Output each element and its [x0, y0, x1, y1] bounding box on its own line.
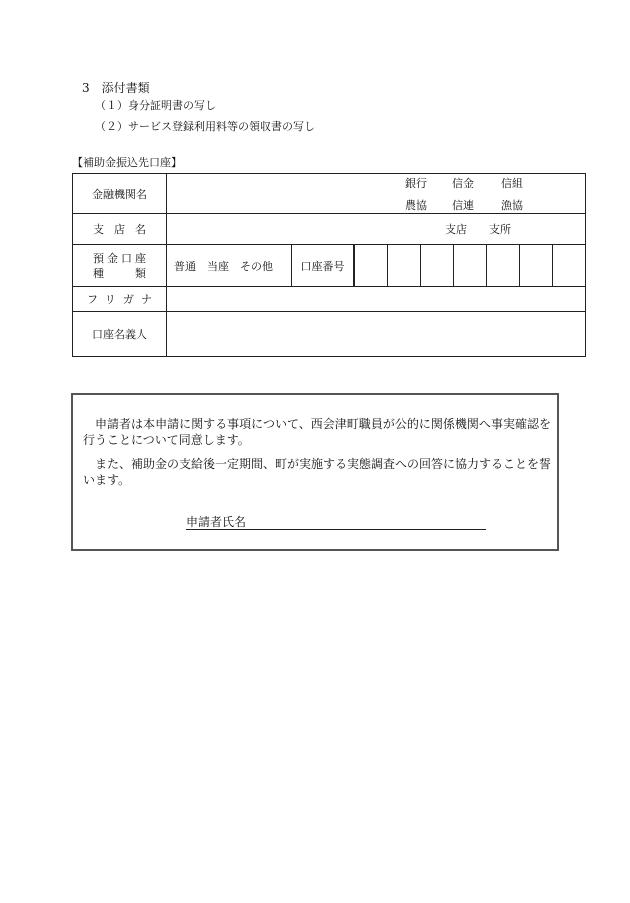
institution-row — [73, 174, 586, 214]
option-bank[interactable]: 銀行 — [405, 176, 428, 190]
option-gyokyo[interactable]: 漁協 — [501, 198, 524, 212]
digit-box[interactable] — [486, 245, 519, 286]
digit-box[interactable] — [453, 245, 486, 286]
furigana-label: フリガナ — [87, 293, 152, 306]
digit-box[interactable] — [420, 245, 453, 286]
institution-label: 金融機関名 — [73, 174, 167, 214]
holder-field[interactable] — [167, 312, 586, 357]
attachments-heading: 3 添付書類 — [82, 81, 150, 95]
signature-label: 申請者氏名 — [186, 515, 247, 529]
option-shinkumi[interactable]: 信組 — [501, 176, 524, 190]
institution-type-options — [167, 175, 585, 213]
branch-label: 支店名 — [93, 223, 146, 236]
consent-paragraph-2: また、補助金の支給後一定期間、町が実施する実態調査への回答に協力することを誓います。 — [83, 457, 552, 487]
signature-field[interactable] — [246, 515, 486, 530]
account-type-label-1: 預金口座 — [93, 251, 146, 265]
bank-account-table — [72, 173, 586, 357]
branch-field[interactable] — [167, 214, 586, 245]
branch-type-options — [167, 221, 585, 237]
digit-box[interactable] — [354, 245, 387, 286]
account-number-field[interactable] — [354, 245, 586, 287]
account-type-label-2: 種類 — [93, 266, 146, 280]
holder-row — [73, 312, 586, 357]
institution-field[interactable] — [167, 174, 586, 214]
account-number-digit-boxes — [354, 245, 585, 286]
option-sub-branch[interactable]: 支所 — [489, 223, 512, 236]
signature-line — [186, 513, 486, 530]
branch-row — [73, 214, 586, 245]
consent-box — [71, 393, 559, 551]
attachment-item-1: （１）身分証明書の写し — [95, 99, 216, 112]
account-type-options[interactable]: 普通 当座 その他 — [167, 245, 292, 287]
holder-label: 口座名義人 — [73, 312, 167, 357]
account-heading: 【補助金振込先口座】 — [72, 156, 182, 169]
furigana-row — [73, 287, 586, 312]
option-shinren[interactable]: 信連 — [452, 198, 475, 212]
consent-paragraph-1: 申請者は本申請に関する事項について、西会津町職員が公的に関係機関へ事実確認を行うことについて同意します。 — [83, 417, 551, 447]
digit-box[interactable] — [387, 245, 420, 286]
digit-box[interactable] — [552, 245, 585, 286]
attachment-item-2: （２）サービス登録利用料等の領収書の写し — [95, 120, 315, 133]
option-shinkin[interactable]: 信金 — [452, 176, 475, 190]
option-branch[interactable]: 支店 — [445, 223, 468, 236]
account-type-row — [73, 245, 586, 287]
digit-box[interactable] — [519, 245, 552, 286]
option-nokyo[interactable]: 農協 — [405, 198, 428, 212]
account-number-label: 口座番号 — [292, 245, 354, 287]
furigana-field[interactable] — [167, 287, 586, 312]
